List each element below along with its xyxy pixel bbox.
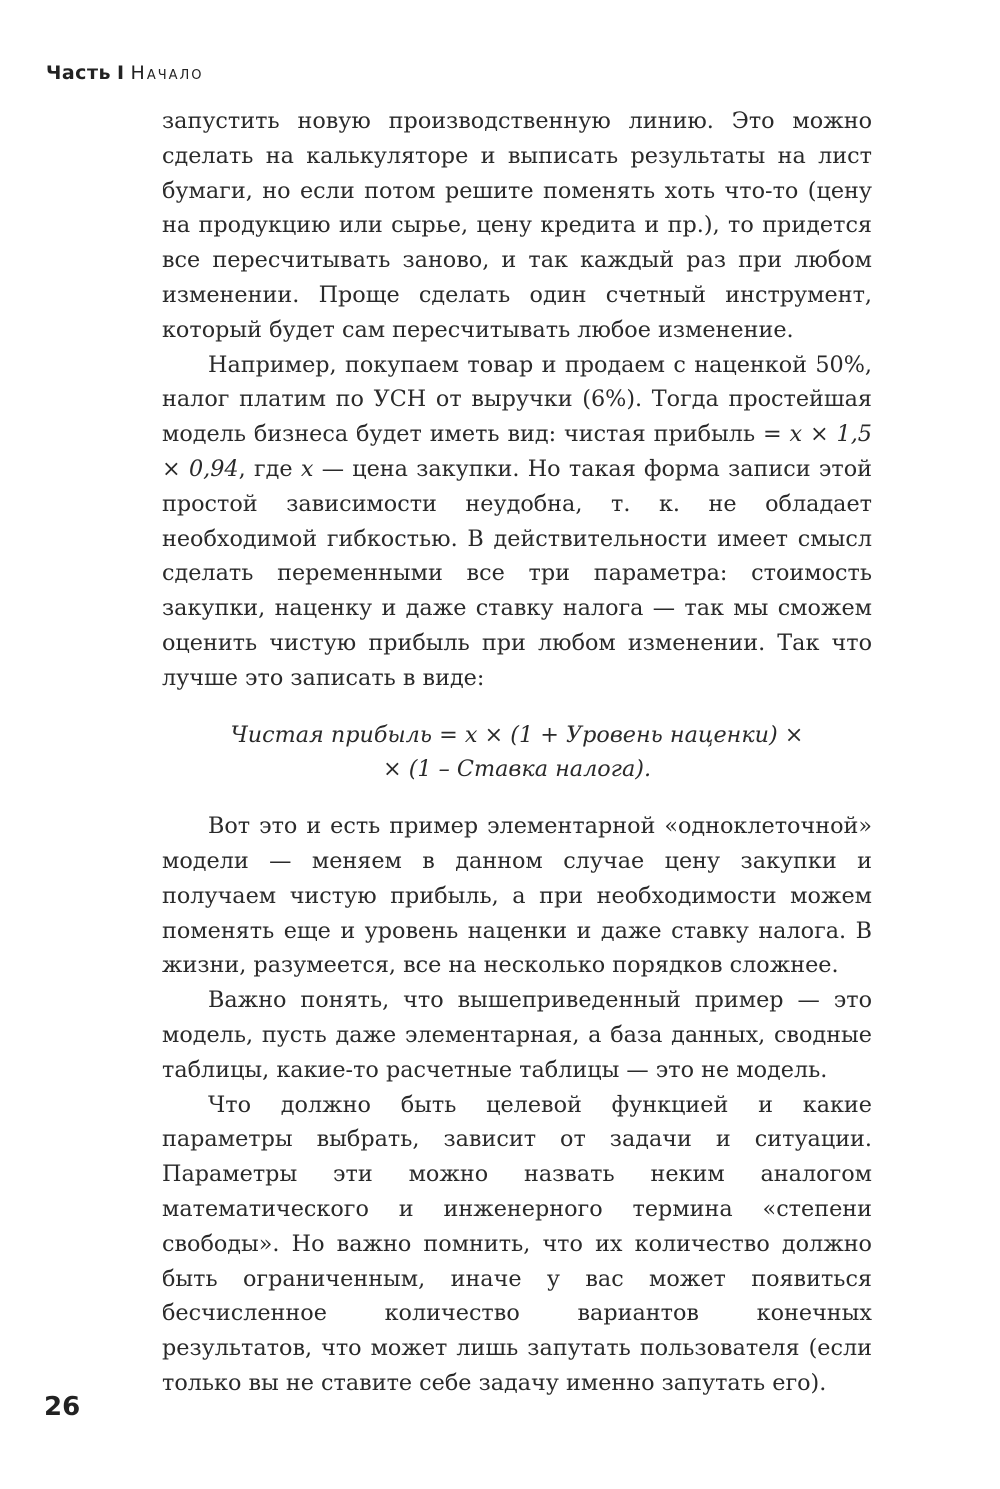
- running-head: [46, 62, 204, 84]
- display-formula: [162, 718, 872, 788]
- inline-formula: x × 1,5 × 0,94: [162, 421, 872, 482]
- paragraph-parameters: Что должно быть целевой функцией и какие параметры выбрать, зависит от задачи и ситуации. Параметры эти можно назвать неким аналогом математического и инженерного термина «степени свободы». Но важно помнить, что их количество должно быть ограниченным, иначе у вас может появиться бесчисленное количество вариантов конечных результатов, что может лишь запутать пользователя (если только вы не ставите себе задачу именно запутать его).: [162, 1091, 872, 1396]
- paragraph-continuation: запустить новую производственную линию. Это можно сделать на калькуляторе и выписать результаты на лист бумаги, но если потом решите поменять хоть что-то (цену на продукцию или сырье, цену кредита и пр.), то придется все пересчитывать заново, и так каждый раз при любом изменении. Проще сделать один счетный инструмент, который будет сам пересчитывать любое изменение.: [162, 108, 872, 343]
- paragraph-example-text-3: — цена закупки. Но такая форма записи этой простой зависимости неудобна, т. к. не обладает необходимой гибкостью. В действительности имеет смысл сделать переменными все три параметра: стоимость закупки, наценку и даже ставку налога — так мы сможем оценить чистую прибыль при любом изменении. Так что лучше это записать в виде:: [162, 455, 873, 691]
- formula-line-2: × (1 – Ставка налога).: [382, 756, 652, 783]
- paragraph-model-definition: Важно понять, что вышеприведенный пример — это модель, пусть даже элементарная, а база данных, сводные таблицы, какие-то расчетные таблицы — это не модель.: [162, 987, 872, 1083]
- formula-line-1: Чистая прибыль = x × (1 + Уровень наценки) ×: [230, 721, 804, 748]
- chapter-title: Начало: [130, 62, 204, 84]
- page-number: 26: [44, 1392, 81, 1422]
- paragraph-example-text-1: Например, покупаем товар и продаем с наценкой 50%, налог платим по УСН от выручки (6%). Тогда простейшая модель бизнеса будет иметь вид: чистая прибыль =: [162, 351, 872, 448]
- paragraph-single-cell-model: Вот это и есть пример элементарной «одноклеточной» модели — меняем в данном случае цену закупки и получаем чистую прибыль, а при необходимости можем поменять еще и уровень наценки и даже ставку налога. В жизни, разумеется, все на несколько порядков сложнее.: [162, 813, 872, 979]
- paragraph-example-text-2: , где: [238, 455, 301, 482]
- part-number: I: [116, 62, 125, 84]
- paragraph-example: [162, 348, 872, 696]
- body-text: [162, 104, 872, 1401]
- part-label: Часть: [46, 62, 111, 84]
- inline-variable: x: [300, 455, 314, 482]
